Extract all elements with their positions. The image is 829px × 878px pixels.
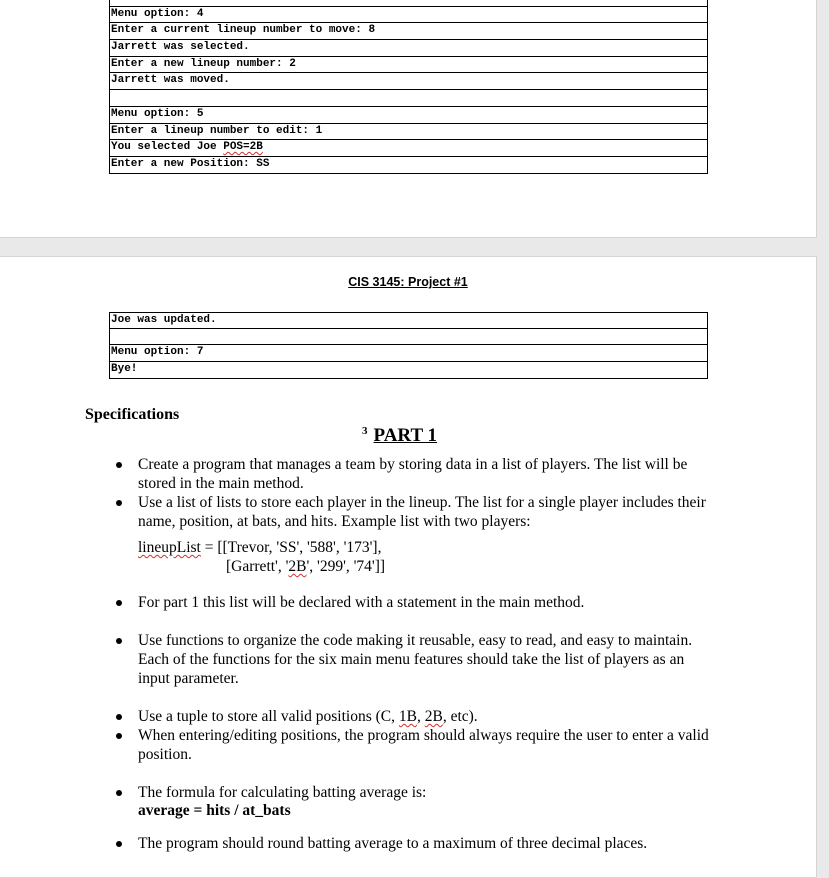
console-row: Menu option: 4 [109,7,708,24]
document-page-2 [0,256,817,878]
bullet-icon [116,841,122,847]
console-row [109,140,708,157]
bullet-icon [116,733,122,739]
console-row: Jarrett was selected. [109,40,708,57]
list-item-text: For part 1 this list will be declared with a statement in the main method. [138,594,585,611]
console-row: Menu option: 5 [109,107,708,124]
list-item [116,783,716,802]
spellcheck-word: lineupList [138,539,201,556]
console-row [109,90,708,107]
list-item-text: Use a list of lists to store each player in the lineup. The list for a single player includes their name, position, at bats, and hits. Example list with two players: [138,494,706,530]
console-row: Joe was updated. [109,312,708,329]
list-item-text: When entering/editing positions, the program should always require the user to enter a valid position. [138,727,709,763]
text-run: , etc). [442,708,478,725]
bullet-icon [116,638,122,644]
code-text: [Garrett', ' [226,558,289,575]
part-heading [362,425,437,447]
document-page-1 [0,0,817,238]
list-item [116,834,716,853]
list-item [116,493,716,531]
console-row [109,0,708,7]
list-item-text: The program should round batting average to a maximum of three decimal places. [138,835,648,852]
console-row: Bye! [109,362,708,379]
console-row: Enter a lineup number to edit: 1 [109,124,708,141]
list-item [116,707,716,726]
section-heading: Specifications [85,406,180,423]
heading-text: PART 1 [373,425,438,446]
bullet-icon [116,714,122,720]
console-row [109,329,708,346]
spellcheck-word: 2B [424,708,443,725]
bullet-icon [116,600,122,606]
list-item-text [138,707,716,726]
list-item [116,726,716,764]
console-text: You selected Joe [111,141,224,154]
list-item [116,593,716,612]
page-header: CIS 3145: Project #1 [348,275,468,289]
console-output-table [109,312,708,379]
formula: average = hits / at_bats [138,802,291,819]
spellcheck-word: 2B [288,558,307,575]
list-item-text: Use functions to organize the code making it reusable, easy to read, and easy to maintain. Each of the functions for the six main menu features should take the list of players as an input parameter. [138,632,693,687]
console-row: Enter a new Position: SS [109,157,708,174]
bullet-icon [116,790,122,796]
console-output-table [109,0,708,174]
bullet-icon [116,500,122,506]
console-row: Jarrett was moved. [109,73,708,90]
list-item [116,631,716,688]
console-row: Enter a current lineup number to move: 8 [109,23,708,40]
list-item [116,455,716,493]
spellcheck-word: POS=2B [223,141,263,154]
heading-number: 3 [362,425,368,437]
text-run: Use a tuple to store all valid positions (C, [138,708,399,725]
code-example-line-1 [138,538,381,557]
list-item-text: The formula for calculating batting average is: [138,784,427,801]
text-run: , [416,708,425,725]
console-row: Enter a new lineup number: 2 [109,57,708,74]
spellcheck-word: 1B [398,708,417,725]
code-text: ', '299', '74']] [306,558,386,575]
bullet-icon [116,462,122,468]
console-row: Menu option: 7 [109,345,708,362]
list-item-text: Create a program that manages a team by storing data in a list of players. The list will be stored in the main method. [138,456,688,492]
code-text: = [[Trevor, 'SS', '588', '173'], [200,539,382,556]
code-example-line-2 [226,557,385,576]
